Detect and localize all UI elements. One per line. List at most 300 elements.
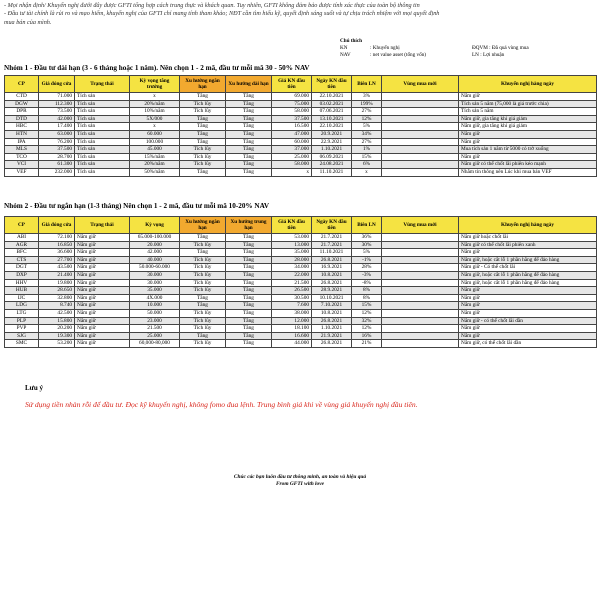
table-cell: Nắm giữ	[75, 271, 130, 279]
table-cell: 16.500	[272, 123, 312, 131]
footer-line: From GFTI with love	[275, 481, 325, 488]
table-cell: 63.000	[39, 130, 75, 138]
table-cell: 5%	[352, 123, 382, 131]
table-cell: Nắm giữ	[75, 234, 130, 242]
table-cell: 26.500	[272, 287, 312, 295]
table-cell: Tăng	[226, 100, 272, 108]
table-cell: Tích lũy	[180, 279, 226, 287]
table-cell: 28.000	[272, 256, 312, 264]
col-header: Khuyến nghị hàng ngày	[459, 217, 597, 234]
table-cell: Tăng	[226, 249, 272, 257]
table-cell: 71.000	[39, 93, 75, 101]
table-cell: Nắm giữ	[75, 256, 130, 264]
table-cell	[382, 271, 459, 279]
table-cell: Nắm giữ	[459, 93, 597, 101]
table-cell: SJG	[5, 332, 39, 340]
table-cell	[382, 256, 459, 264]
table-cell: Tăng	[226, 256, 272, 264]
table-cell: Nắm giữ hoặc chốt lãi	[459, 234, 597, 242]
col-header: Xu hướng dài hạn	[226, 76, 272, 93]
table-cell: 30.500	[272, 294, 312, 302]
legend-value: ĐQVM : Đã quá vùng mua	[472, 45, 529, 52]
table-cell: 34.000	[272, 264, 312, 272]
table-cell: Nắm giữ	[75, 309, 130, 317]
table-cell: Nắm giữ	[459, 130, 597, 138]
table-cell	[382, 241, 459, 249]
table-cell: Tăng	[180, 130, 226, 138]
table-cell: Nắm giữ	[459, 309, 597, 317]
table-cell: 5X/000	[130, 115, 180, 123]
table-row	[5, 317, 597, 325]
table-cell: Tăng	[226, 168, 272, 176]
table-cell: HUB	[5, 287, 39, 295]
table-cell: Tăng	[226, 287, 272, 295]
table-row	[5, 138, 597, 146]
table-row	[5, 161, 597, 169]
table-cell: 60,000-80,000	[130, 340, 180, 348]
table-cell: 37.000	[272, 146, 312, 154]
table-cell: 15%/năm	[130, 153, 180, 161]
footer	[0, 474, 600, 488]
table-cell: -1%	[352, 256, 382, 264]
table-cell: CTS	[5, 256, 39, 264]
table-cell: 26.8.2021	[312, 279, 352, 287]
table-cell: 06.09.2021	[312, 153, 352, 161]
table-cell: ABI	[5, 234, 39, 242]
table-cell: DTD	[5, 115, 39, 123]
group2-table	[4, 216, 597, 348]
table-cell: 37.500	[272, 115, 312, 123]
legend-row	[340, 52, 590, 59]
table-cell: 17.400	[39, 123, 75, 131]
table-cell: Tăng	[180, 115, 226, 123]
table-cell: 30.000	[130, 271, 180, 279]
disclaimer-line: - Đầu tư tài chính là rủi ro và mạo hiểm, khuyến nghị của GFTI chỉ mang tính tham khảo; NĐT cần tìm hiểu kỹ, quyết định sáng suốt và tự chịu trách nhiệm với mọi quyết định	[4, 10, 440, 18]
table-cell: Tích sản	[75, 161, 130, 169]
table-row	[5, 309, 597, 317]
table-cell: 27%	[352, 138, 382, 146]
table-cell: 36.600	[39, 249, 75, 257]
col-header: Xu hướng ngắn hạn	[180, 76, 226, 93]
table-cell: 58.000	[272, 108, 312, 116]
table-cell: 34%	[352, 130, 382, 138]
table-cell: Tích lũy	[180, 271, 226, 279]
table-cell	[382, 130, 459, 138]
table-cell: 3%	[352, 93, 382, 101]
table-cell: 60.000	[130, 130, 180, 138]
col-header: Ngày KN đầu tiên	[312, 76, 352, 93]
table-cell: Nắm giữ - có thể chốt lãi dần	[459, 317, 597, 325]
table-cell: 21.9.2021	[312, 332, 352, 340]
table-cell: 16.850	[39, 241, 75, 249]
table-cell: Tăng	[226, 146, 272, 154]
table-cell: 11.10.2021	[312, 249, 352, 257]
table-cell: x	[352, 168, 382, 176]
table-cell: 20.000	[130, 241, 180, 249]
table-cell: 30.000	[130, 279, 180, 287]
table-cell: 21.500	[130, 325, 180, 333]
table-cell: Tích lũy	[180, 309, 226, 317]
table-cell: 10.8.2021	[312, 309, 352, 317]
col-header: Ngày KN đầu tiên	[312, 217, 352, 234]
legend-key: NAV	[340, 52, 351, 59]
col-header: Kỳ vọng	[130, 217, 180, 234]
note-title: Lưu ý	[25, 384, 44, 392]
table-cell: 22.10.2021	[312, 93, 352, 101]
table-row	[5, 287, 597, 295]
table-cell	[382, 287, 459, 295]
table-cell: 07.06.2021	[312, 108, 352, 116]
table-cell: Tăng	[226, 123, 272, 131]
table-cell: 27.700	[39, 256, 75, 264]
table-cell	[382, 264, 459, 272]
table-cell: 25.000	[272, 153, 312, 161]
table-cell: 42.500	[39, 309, 75, 317]
table-cell: Tăng	[226, 302, 272, 310]
table-cell: DPR	[5, 108, 39, 116]
col-header: CP	[5, 76, 39, 93]
table-cell: 58.000	[272, 161, 312, 169]
table-cell: Tăng	[180, 93, 226, 101]
table-cell: 10.000	[130, 302, 180, 310]
table-cell: 13.10.2021	[312, 115, 352, 123]
table-cell: 7.10.2021	[312, 302, 352, 310]
table-cell: Tích lũy	[180, 287, 226, 295]
table-cell: 37.500	[39, 146, 75, 154]
table-cell: Nắm giữ	[459, 302, 597, 310]
note-text: Sử dụng tiền nhàn rỗi để đầu tư. Đọc kỹ khuyến nghị, không fomo đua lệnh. Trung bình giá khi về vùng giá khuyến nghị đầu tiên.	[25, 400, 418, 409]
table-cell: LDG	[5, 302, 39, 310]
table-cell: 36%	[352, 234, 382, 242]
table-cell: 28.650	[39, 287, 75, 295]
table-cell: Tích sản	[75, 108, 130, 116]
table-cell: 44.000	[272, 340, 312, 348]
table-cell: 28.700	[39, 153, 75, 161]
table-cell: 69.000	[272, 93, 312, 101]
table-cell	[382, 294, 459, 302]
table-cell: 5%	[352, 249, 382, 257]
table-cell: Tăng	[226, 294, 272, 302]
table-cell: Tích lũy	[180, 264, 226, 272]
table-cell: 10%/năm	[130, 108, 180, 116]
table-cell: Tăng	[180, 302, 226, 310]
table-cell: Tích lũy	[180, 100, 226, 108]
col-header: Vùng mua mới	[382, 217, 459, 234]
table-row	[5, 294, 597, 302]
table-cell: Tích lũy	[180, 325, 226, 333]
group2-title: Nhóm 2 - Đầu tư ngắn hạn (1-3 tháng) Nên chọn 1 - 2 mã, đầu tư mỗi mã 10-20% NAV	[4, 202, 270, 210]
table-cell: 42.000	[39, 115, 75, 123]
table-cell: 53.200	[39, 340, 75, 348]
col-header: Giá KN đầu tiên	[272, 217, 312, 234]
table-cell: 11.10.2021	[312, 168, 352, 176]
table-cell: 12.000	[272, 317, 312, 325]
table-cell: Mua tích sản 1 năm từ 5000 có trở xuống	[459, 146, 597, 154]
table-cell: 25.000	[130, 332, 180, 340]
table-cell	[382, 249, 459, 257]
table-cell: Nhắm tin thông nên Lúc khi mua bán VEF	[459, 168, 597, 176]
table-cell: 26.8.2021	[312, 256, 352, 264]
table-cell: 20.200	[39, 325, 75, 333]
table-cell: TCO	[5, 153, 39, 161]
table-cell: 27%	[352, 108, 382, 116]
table-cell: Tích lũy	[180, 256, 226, 264]
table-cell: Nắm giữ có thể chốt lãi phiên xanh	[459, 241, 597, 249]
table-cell: Nắm giữ	[459, 294, 597, 302]
col-header: Giá KN đầu tiên	[272, 76, 312, 93]
table-row	[5, 146, 597, 154]
col-header: Trạng thái	[75, 217, 130, 234]
table-row	[5, 256, 597, 264]
table-cell: Nắm giữ, có thể chốt lãi dần	[459, 340, 597, 348]
table-cell: Nắm giữ, hoặc cắt lỗ 1 phần hằng để đảo hàng	[459, 271, 597, 279]
table-cell: VEF	[5, 168, 39, 176]
table-row	[5, 279, 597, 287]
legend-key: KN	[340, 45, 348, 52]
table-cell: 15.800	[39, 317, 75, 325]
table-cell: Tăng	[226, 264, 272, 272]
table-cell: 50.000	[130, 309, 180, 317]
table-cell: 16%	[352, 332, 382, 340]
table-cell: 4X.000	[130, 294, 180, 302]
table-cell: 47.000	[272, 130, 312, 138]
table-cell: Tích sản	[75, 138, 130, 146]
col-header: Biên LN	[352, 76, 382, 93]
table-cell: Tích lũy	[180, 146, 226, 154]
group1-table	[4, 75, 597, 177]
table-cell	[382, 302, 459, 310]
table-cell: Tích sản	[75, 93, 130, 101]
table-cell: Nắm giữ	[459, 138, 597, 146]
table-cell: 22.9.2021	[312, 138, 352, 146]
table-cell: 199%	[352, 100, 382, 108]
col-header: Trạng thái	[75, 76, 130, 93]
table-cell: PLP	[5, 317, 39, 325]
table-cell: 10.10.2021	[312, 294, 352, 302]
table-cell: AGR	[5, 241, 39, 249]
table-cell: 19.300	[39, 332, 75, 340]
table-cell	[382, 146, 459, 154]
table-cell	[382, 138, 459, 146]
table-cell: 50%/năm	[130, 168, 180, 176]
col-header: Vùng mua mới	[382, 76, 459, 93]
table-cell: 75.000	[272, 100, 312, 108]
table-row	[5, 168, 597, 176]
col-header: Kỳ vọng tăng trưởng	[130, 76, 180, 93]
table-cell: 21.500	[272, 279, 312, 287]
table-cell: 10.8.2021	[312, 271, 352, 279]
table-cell: Nắm giữ	[75, 294, 130, 302]
table-cell: 16.600	[272, 332, 312, 340]
group1-title: Nhóm 1 - Đầu tư dài hạn (3 - 6 tháng hoặc 1 năm). Nên chọn 1 - 2 mã, đầu tư mỗi mã 30 - 50% NAV	[4, 64, 310, 72]
table-cell: Nắm giữ	[459, 325, 597, 333]
table-cell: Nắm giữ	[75, 287, 130, 295]
table-cell: Tăng	[226, 271, 272, 279]
table-cell: x	[272, 168, 312, 176]
table-cell: 232.000	[39, 168, 75, 176]
table-cell: Nắm giữ, hoặc cắt lỗ 1 phần hằng để đảo hàng	[459, 256, 597, 264]
table-row	[5, 325, 597, 333]
col-header: Xu hướng trung hạn	[226, 217, 272, 234]
table-cell: Tích sản	[75, 100, 130, 108]
table-cell	[382, 234, 459, 242]
legend-box	[340, 38, 590, 60]
table-cell: Nắm giữ	[75, 325, 130, 333]
table-cell: Tích sản	[75, 153, 130, 161]
col-header: Xu hướng ngắn hạn	[180, 217, 226, 234]
table-cell: Tích lũy	[180, 317, 226, 325]
table-cell: Tăng	[226, 115, 272, 123]
table-cell: 1.10.2021	[312, 325, 352, 333]
table-row	[5, 332, 597, 340]
table-cell: x	[130, 93, 180, 101]
table-cell: Tăng	[226, 279, 272, 287]
table-cell: Tăng	[180, 138, 226, 146]
table-cell: Tăng	[226, 234, 272, 242]
table-cell: 100.000	[130, 138, 180, 146]
table-cell: CTD	[5, 93, 39, 101]
table-cell: 20%/năm	[130, 100, 180, 108]
table-cell: Tích sản	[75, 168, 130, 176]
table-row	[5, 115, 597, 123]
table-cell: Tích sản	[75, 123, 130, 131]
table-cell: 20.9.2021	[312, 130, 352, 138]
table-cell: -8%	[352, 279, 382, 287]
table-cell	[382, 332, 459, 340]
table-cell: Tích sản	[75, 115, 130, 123]
table-cell: 60.000	[272, 138, 312, 146]
disclaimer-line: mua bán của mình.	[4, 18, 52, 26]
table-cell: 12%	[352, 325, 382, 333]
legend-value: : Khuyến nghị	[370, 45, 400, 52]
table-cell: 7.600	[272, 302, 312, 310]
table-cell: 76.200	[39, 138, 75, 146]
table-cell: Tăng	[180, 234, 226, 242]
table-cell: 53.000	[272, 234, 312, 242]
table-cell: Tích lũy	[180, 108, 226, 116]
table-cell: Nắm giữ có thể chốt lãi phiên kéo mạnh	[459, 161, 597, 169]
table-cell	[382, 108, 459, 116]
table-cell: Tích lũy	[180, 153, 226, 161]
table-cell	[382, 168, 459, 176]
table-cell: 40.000	[130, 256, 180, 264]
table-cell: 22.10.2021	[312, 123, 352, 131]
table-cell	[382, 123, 459, 131]
legend-value: : net value asset (tổng vốn)	[370, 52, 427, 59]
table-cell: 18.100	[272, 325, 312, 333]
table-cell	[382, 93, 459, 101]
table-row	[5, 100, 597, 108]
table-cell: Nắm giữ, gia tăng khi giá giảm	[459, 115, 597, 123]
table-cell: Tăng	[226, 309, 272, 317]
table-row	[5, 241, 597, 249]
table-cell	[382, 309, 459, 317]
table-cell: IPA	[5, 138, 39, 146]
table-cell: 8.740	[39, 302, 75, 310]
table-row	[5, 264, 597, 272]
table-cell: 28%	[352, 264, 382, 272]
table-cell: 38.000	[272, 309, 312, 317]
table-row	[5, 153, 597, 161]
table-cell: 8%	[352, 287, 382, 295]
col-header: Giá đóng cửa	[39, 76, 75, 93]
table-cell: Tăng	[226, 340, 272, 348]
table-cell: DGT	[5, 264, 39, 272]
table-cell: Nắm giữ	[75, 332, 130, 340]
legend-value: LN : Lợi nhuận	[472, 52, 505, 59]
table-cell: Tích sản	[75, 146, 130, 154]
table-cell: Tích sản 5 năm (75,000 là giá trước chia)	[459, 100, 597, 108]
table-row	[5, 234, 597, 242]
table-row	[5, 123, 597, 131]
table-cell: Nắm giữ	[459, 332, 597, 340]
table-cell: Nắm giữ	[75, 279, 130, 287]
table-cell: Nắm giữ	[75, 302, 130, 310]
table-cell: 45.000	[130, 146, 180, 154]
table-cell: 30%	[352, 241, 382, 249]
table-cell: Tăng	[180, 249, 226, 257]
table-cell	[382, 115, 459, 123]
table-cell: 24.08.2021	[312, 161, 352, 169]
col-header: Biên LN	[352, 217, 382, 234]
table-cell: Nắm giữ, hoặc cắt lỗ 1 phần hằng để đảo hàng	[459, 279, 597, 287]
table-cell: HHV	[5, 279, 39, 287]
disclaimer	[4, 2, 564, 27]
table-cell: DGW	[5, 100, 39, 108]
table-row	[5, 249, 597, 257]
table-cell: 28.9.2021	[312, 287, 352, 295]
table-row	[5, 93, 597, 101]
table-cell: Tăng	[226, 317, 272, 325]
table-cell	[382, 325, 459, 333]
table-cell: Nắm giữ	[75, 249, 130, 257]
table-cell: x	[130, 123, 180, 131]
table-cell: Tăng	[226, 153, 272, 161]
table-cell: MLS	[5, 146, 39, 154]
table-cell: 13.000	[272, 241, 312, 249]
table-cell: SMC	[5, 340, 39, 348]
table-cell: 19.800	[39, 279, 75, 287]
table-cell: 15%	[352, 302, 382, 310]
table-cell: Tăng	[226, 161, 272, 169]
table-cell: Nắm giữ - Có thể chốt lãi	[459, 264, 597, 272]
table-cell: 21%	[352, 340, 382, 348]
col-header: Khuyến nghị hàng ngày	[459, 76, 597, 93]
table-cell: Tăng	[226, 325, 272, 333]
col-header: CP	[5, 217, 39, 234]
table-cell: 12%	[352, 309, 382, 317]
table-cell: 42.000	[130, 249, 180, 257]
table-cell: HBC	[5, 123, 39, 131]
table-cell: Tăng	[226, 241, 272, 249]
table-cell: 23.000	[130, 317, 180, 325]
table-cell: Tăng	[226, 130, 272, 138]
col-header: Giá đóng cửa	[39, 217, 75, 234]
table-row	[5, 302, 597, 310]
table-cell: 6%	[352, 161, 382, 169]
table-cell: Tăng	[226, 332, 272, 340]
table-cell	[382, 153, 459, 161]
table-cell: Nắm giữ	[459, 287, 597, 295]
table-cell: DXP	[5, 271, 39, 279]
table-cell: 32.800	[39, 294, 75, 302]
table-cell: Nắm giữ	[459, 153, 597, 161]
table-cell: 03.02.2021	[312, 100, 352, 108]
table-cell: 43.500	[39, 264, 75, 272]
table-cell: 65.000-100.000	[130, 234, 180, 242]
table-cell: 26.8.2021	[312, 317, 352, 325]
table-cell: Tăng	[226, 93, 272, 101]
